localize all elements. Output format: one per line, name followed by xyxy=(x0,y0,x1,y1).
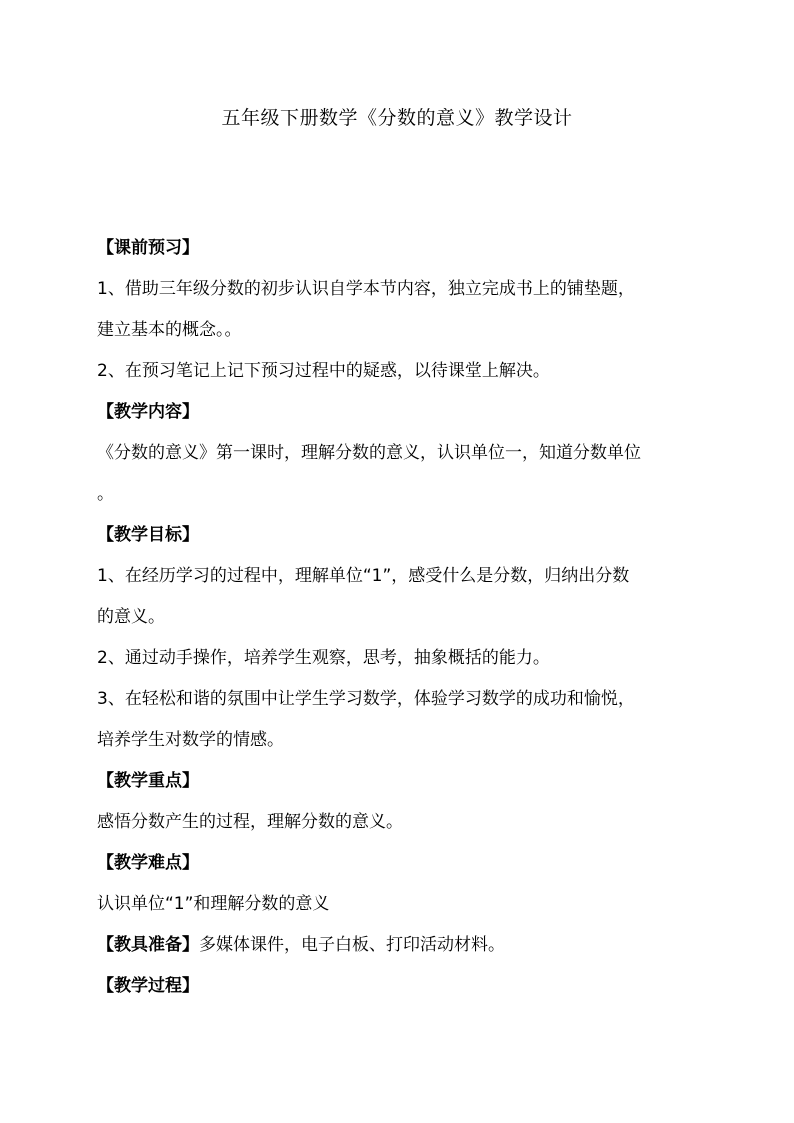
document-title: 五年级下册数学《分数的意义》教学设计 xyxy=(221,107,573,129)
paragraph-line: 建立基本的概念。。 xyxy=(97,320,242,340)
paragraph-line: 《分数的意义》第一课时，理解分数的意义，认识单位一，知道分数单位 xyxy=(97,443,641,463)
materials-line xyxy=(97,925,707,966)
paragraph-line: 。 xyxy=(97,484,114,504)
paragraph-line: 感悟分数产生的过程，理解分数的意义。 xyxy=(97,812,403,832)
paragraph-line: 1、借助三年级分数的初步认识自学本节内容，独立完成书上的铺垫题， xyxy=(97,279,635,299)
section-heading-keypoint: 【教学重点】 xyxy=(97,771,199,791)
section-heading-preview: 【课前预习】 xyxy=(97,238,199,258)
section-heading-materials: 【教具准备】 xyxy=(97,935,199,955)
paragraph-line: 认识单位“1”和理解分数的意义 xyxy=(97,894,330,914)
section-heading-process: 【教学过程】 xyxy=(97,976,199,996)
paragraph-line: 2、在预习笔记上记下预习过程中的疑惑，以待课堂上解决。 xyxy=(97,361,550,381)
paragraph-line: 2、通过动手操作，培养学生观察，思考，抽象概括的能力。 xyxy=(97,648,550,668)
section-heading-difficulty: 【教学难点】 xyxy=(97,853,199,873)
section-heading-goals: 【教学目标】 xyxy=(97,525,199,545)
paragraph-line: 培养学生对数学的情感。 xyxy=(97,730,284,750)
paragraph-line: 3、在轻松和谐的氛围中让学生学习数学，体验学习数学的成功和愉悦， xyxy=(97,689,635,709)
document-body xyxy=(97,228,707,1007)
paragraph-line: 1、在经历学习的过程中，理解单位“1”，感受什么是分数，归纳出分数 xyxy=(97,566,630,586)
section-heading-content: 【教学内容】 xyxy=(97,402,199,422)
materials-text: 多媒体课件，电子白板、打印活动材料。 xyxy=(199,935,505,955)
paragraph-line: 的意义。 xyxy=(97,607,165,627)
